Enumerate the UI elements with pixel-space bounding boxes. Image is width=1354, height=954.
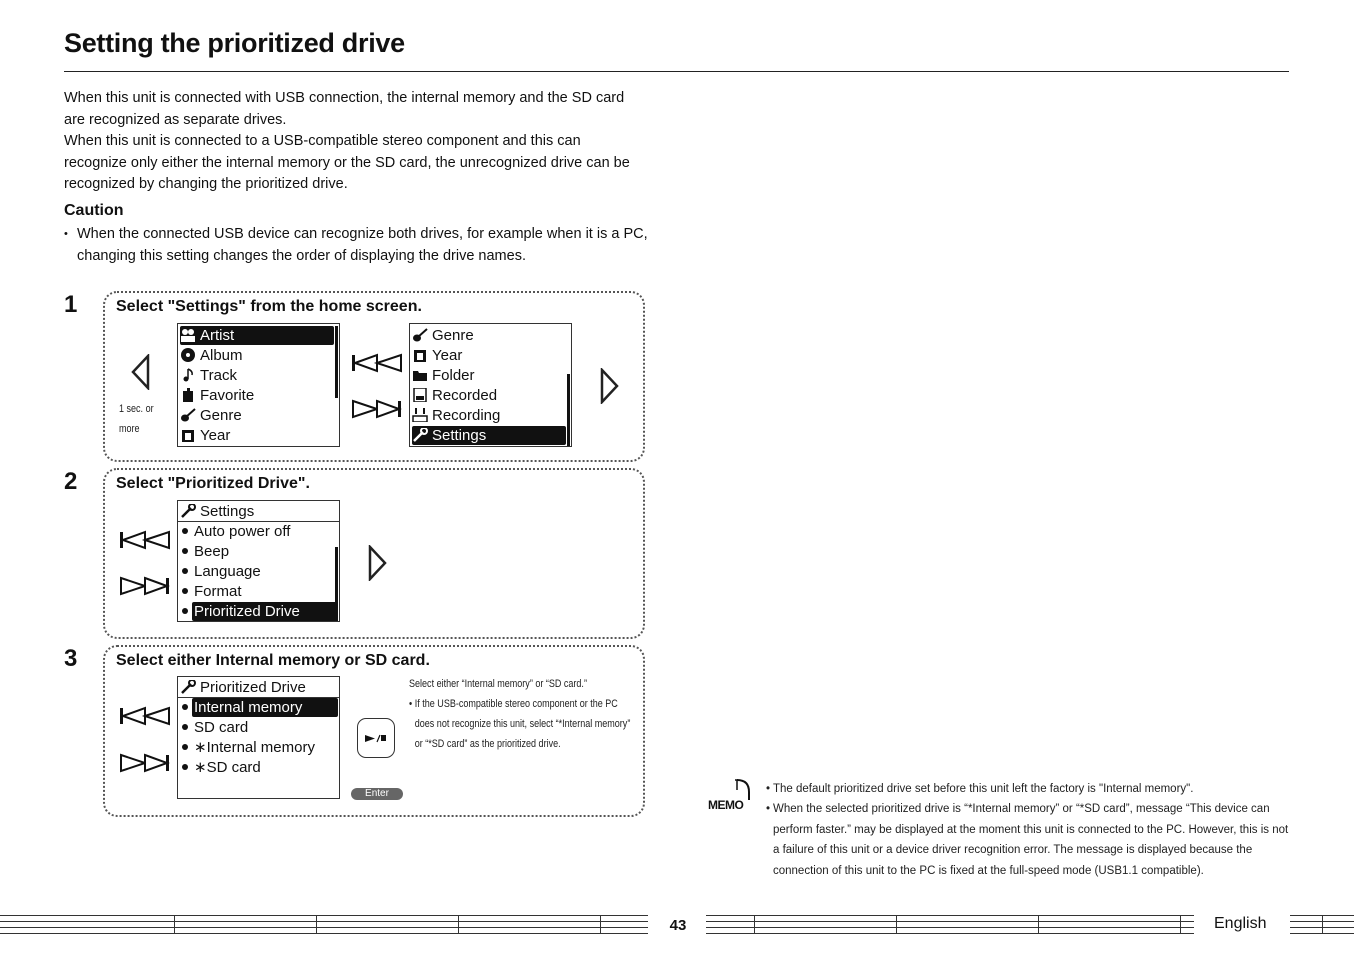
menu-item-label: Recording [432,407,501,424]
footer-lines-right [1290,915,1354,934]
left-arrow-icon [130,354,152,390]
menu-item-label: Prioritized Drive [192,602,338,621]
menu-item[interactable] [180,426,230,445]
menu-item[interactable] [412,346,462,365]
bullet-icon [182,548,188,554]
menu-item[interactable] [412,366,475,385]
hold-note: more [119,423,140,435]
menu-item-label: ∗SD card [194,759,261,776]
page-number: 43 [669,917,687,934]
menu-item[interactable] [180,386,254,405]
footer-lines-middle [706,915,1194,934]
play-stop-icon [358,719,394,757]
menu-item[interactable] [412,326,474,345]
album-icon [180,348,196,362]
bullet-icon [182,724,188,730]
caution-list [64,224,649,267]
step-number: 3 [64,645,78,672]
step-3-note-bullet-text: If the USB-compatible stereo component or the PC does not recognize this unit, select “*Internal memory” or “*SD card” as the prioritized drive. [414,698,631,750]
step-number: 2 [64,468,78,495]
previous-button-icon [119,706,171,726]
intro-paragraph: When this unit is connected to a USB-compatible stereo component and this can recognize only either the internal memory or the SD card, the unrecognized drive can be recognized by changing the prioritized drive. [64,133,630,192]
menu-item-label: Album [200,347,243,364]
page-title: Setting the prioritized drive [64,28,405,58]
calendar-icon [412,348,428,362]
next-button-icon [351,399,403,419]
menu-item-label: Beep [194,543,230,560]
step-number: 1 [64,291,78,318]
menu-item[interactable] [180,326,334,345]
menu-item-label: Genre [200,407,242,424]
menu-item[interactable] [180,698,338,717]
menu-item-label: Artist [200,327,235,344]
menu-item[interactable] [180,366,237,385]
menu-item[interactable] [180,346,243,365]
intro-paragraph: When this unit is connected with USB connection, the internal memory and the SD card are recognized as separate drives. [64,90,625,128]
calendar-icon [180,428,196,442]
menu-item-label: Folder [432,367,475,384]
lcd-screen-home-2 [409,323,572,447]
menu-item-label: ∗Internal memory [194,739,315,756]
lcd-screen-settings [177,500,340,622]
menu-item[interactable] [180,738,315,757]
scrollbar [335,547,338,621]
menu-item-label: Year [432,347,463,364]
caution-item: • When the connected USB device can recognize both drives, for example when it is a PC, changing this setting changes the order of displaying the drive names. [64,224,649,267]
step-3-note: Select either “Internal memory” or “SD card.” [409,678,587,690]
menu-item[interactable] [180,582,242,601]
lcd-screen-prioritized-drive [177,676,340,799]
memo-item: • The default prioritized drive set before this unit left the factory is "Internal memory". [766,779,1291,799]
wrench-icon [180,503,196,517]
step-2-title: Select "Prioritized Drive". [116,475,310,492]
play-stop-button[interactable] [357,718,395,758]
wrench-icon [180,679,196,693]
menu-item[interactable] [412,406,500,425]
bullet-icon [182,528,188,534]
menu-item-label: Internal memory [192,698,338,717]
bullet-icon [182,744,188,750]
menu-item[interactable] [412,386,497,405]
menu-item-label: Favorite [200,387,255,404]
menu-item-label: Settings [432,427,487,444]
caution-heading: Caution [64,202,124,219]
recorded-file-icon [412,388,428,402]
menu-item[interactable] [180,522,290,541]
memo-label: MEMO [708,798,744,812]
wrench-icon [412,428,428,442]
intro-text [64,88,644,196]
screen-header [180,501,254,521]
title-rule [64,71,1289,72]
bullet-icon: • [409,698,413,710]
menu-item-label: Genre [432,327,474,344]
previous-button-icon [351,353,403,373]
footer-lines-left [0,915,648,934]
menu-item[interactable] [180,562,261,581]
bullet-icon [182,764,188,770]
menu-item-label: Track [200,367,237,384]
menu-item[interactable] [180,718,248,737]
menu-item[interactable] [180,542,229,561]
menu-item[interactable] [180,602,338,621]
next-button-icon [119,576,171,596]
music-note-icon [180,368,196,382]
bullet-icon [182,588,188,594]
enter-label: Enter [351,788,403,800]
scrollbar [335,326,338,398]
guitar-icon [412,328,428,342]
menu-item[interactable] [180,758,261,777]
menu-item-label: SD card [194,719,249,736]
folder-icon [412,368,428,382]
memo-item: • When the selected prioritized drive is “*Internal memory” or “*SD card”, message “This device can perform faster.” may be displayed at the moment this unit is connected to the PC. However, this is not a failure of this unit or a device driver recognition error. The message is displayed because the connection of this unit to the PC is fixed at the full-speed mode (USB1.1 compatible). [766,799,1291,881]
screen-header-label: Settings [200,503,255,520]
memo-badge [707,778,759,816]
menu-item[interactable] [412,426,566,445]
menu-item-label: Auto power off [194,523,291,540]
menu-item-label: Language [194,563,261,580]
language-label: English [1214,915,1267,932]
next-button-icon [119,753,171,773]
menu-item[interactable] [180,406,242,425]
step-1-title: Select "Settings" from the home screen. [116,298,422,315]
menu-item-label: Year [200,427,231,444]
guitar-icon [180,408,196,422]
artist-icon [180,328,196,342]
screen-header-label: Prioritized Drive [200,679,306,696]
right-arrow-icon [367,545,389,581]
favorite-icon [180,388,196,402]
menu-item-label: Recorded [432,387,498,404]
step-3-note-bullet [409,694,637,754]
recording-icon [412,408,428,422]
screen-header [180,677,306,697]
lcd-screen-home-1 [177,323,340,447]
scrollbar [567,374,570,446]
bullet-icon [182,568,188,574]
memo-list [766,779,1291,881]
right-arrow-icon [599,368,621,404]
bullet-icon [182,608,188,614]
hold-note: 1 sec. or [119,403,154,415]
menu-item-label: Format [194,583,242,600]
previous-button-icon [119,530,171,550]
bullet-icon [182,704,188,710]
step-3-title: Select either Internal memory or SD card. [116,652,430,669]
